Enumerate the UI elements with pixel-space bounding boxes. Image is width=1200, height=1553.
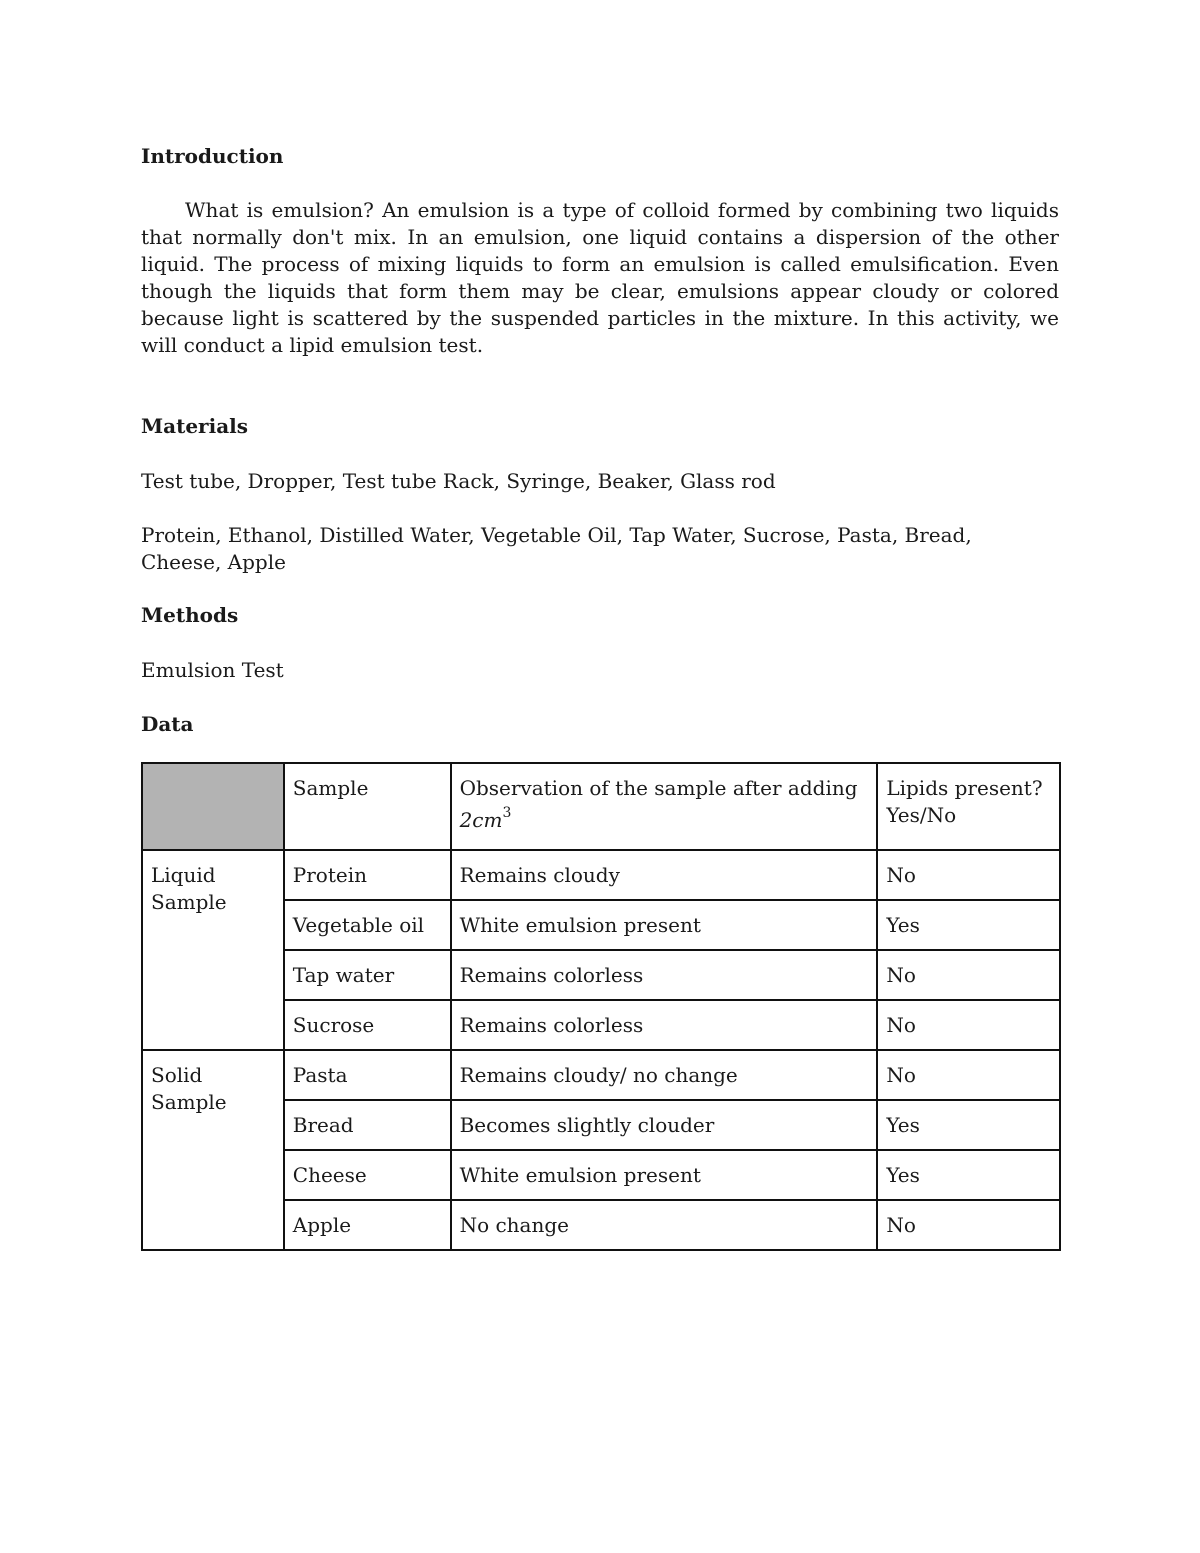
cell-sample: Cheese <box>284 1150 451 1200</box>
methods-heading: Methods <box>141 603 239 627</box>
table-row <box>142 850 1060 900</box>
materials-equipment: Test tube, Dropper, Test tube Rack, Syringe, Beaker, Glass rod <box>141 469 776 493</box>
cell-lipids: Yes <box>877 900 1060 950</box>
cell-lipids: No <box>877 1050 1060 1100</box>
cell-sample: Tap water <box>284 950 451 1000</box>
cell-observation: Becomes slightly clouder <box>451 1100 878 1150</box>
header-lipids: Lipids present? Yes/No <box>877 763 1060 850</box>
cell-observation: Remains cloudy/ no change <box>451 1050 878 1100</box>
group-label-solid: Solid Sample <box>142 1050 284 1250</box>
cell-observation: White emulsion present <box>451 1150 878 1200</box>
methods-text: Emulsion Test <box>141 658 284 682</box>
cell-observation: Remains colorless <box>451 1000 878 1050</box>
cell-lipids: No <box>877 1000 1060 1050</box>
introduction-paragraph: What is emulsion? An emulsion is a type of colloid formed by combining two liquids that normally don't mix. In an emulsion, one liquid contains a dispersion of the other liquid. The process of mixing liquids to form an emulsion is called emulsification. Even though the liquids that form them may be clear, emulsions appear cloudy or colored because light is scattered by the suspended particles in the mixture. In this activity, we will conduct a lipid emulsion test. <box>141 198 1059 357</box>
materials-substances: Protein, Ethanol, Distilled Water, Vegetable Oil, Tap Water, Sucrose, Pasta, Bread, Cheese, Apple <box>141 523 972 574</box>
table-corner-cell <box>142 763 284 850</box>
cell-sample: Bread <box>284 1100 451 1150</box>
cell-sample: Sucrose <box>284 1000 451 1050</box>
math-exponent: 3 <box>502 805 512 821</box>
data-heading: Data <box>141 712 194 736</box>
materials-heading: Materials <box>141 414 249 438</box>
data-table <box>141 762 1061 1251</box>
cell-lipids: No <box>877 950 1060 1000</box>
cell-lipids: No <box>877 850 1060 900</box>
table-header-row <box>142 763 1060 850</box>
header-observation <box>451 763 878 850</box>
cell-sample: Pasta <box>284 1050 451 1100</box>
cell-observation: White emulsion present <box>451 900 878 950</box>
table-row <box>142 1050 1060 1100</box>
header-observation-text: Observation of the sample after adding <box>459 776 858 800</box>
cell-observation: No change <box>451 1200 878 1250</box>
introduction-heading: Introduction <box>141 144 284 168</box>
cell-observation: Remains cloudy <box>451 850 878 900</box>
cell-lipids: No <box>877 1200 1060 1250</box>
header-observation-math <box>459 805 512 832</box>
cell-observation: Remains colorless <box>451 950 878 1000</box>
cell-sample: Protein <box>284 850 451 900</box>
group-label-liquid: Liquid Sample <box>142 850 284 1050</box>
math-base: 2cm <box>459 807 503 832</box>
cell-sample: Vegetable oil <box>284 900 451 950</box>
header-sample: Sample <box>284 763 451 850</box>
cell-lipids: Yes <box>877 1100 1060 1150</box>
cell-sample: Apple <box>284 1200 451 1250</box>
cell-lipids: Yes <box>877 1150 1060 1200</box>
